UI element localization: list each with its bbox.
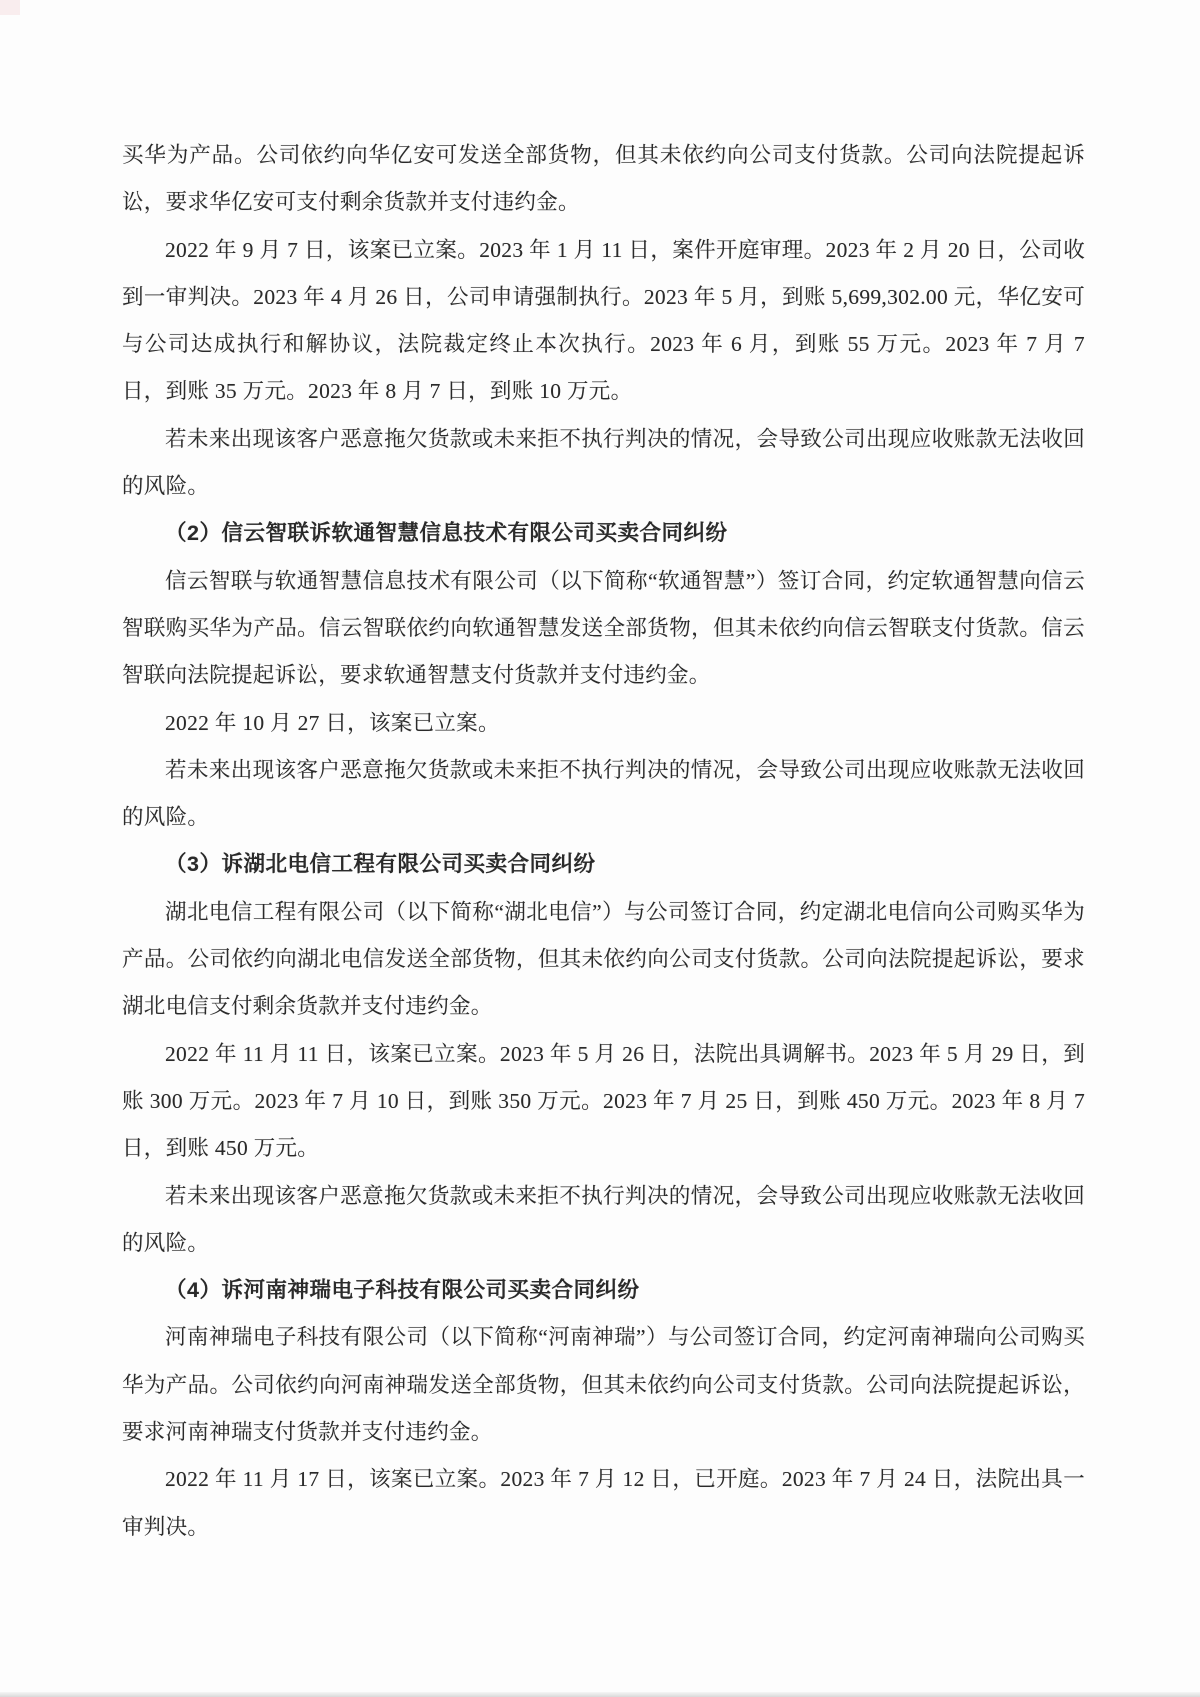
case-3-heading: （3）诉湖北电信工程有限公司买卖合同纠纷: [165, 852, 596, 877]
case-1-risk-note: 若未来出现该客户恶意拖欠货款或未来拒不执行判决的情况，会导致公司出现应收账款无法收回的风险。: [122, 426, 1085, 499]
case-2-risk-note: 若未来出现该客户恶意拖欠货款或未来拒不执行判决的情况，会导致公司出现应收账款无法收回的风险。: [122, 757, 1085, 830]
case-3-facts: 湖北电信工程有限公司（以下简称“湖北电信”）与公司签订合同，约定湖北电信向公司购买华为产品。公司依约向湖北电信发送全部货物，但其未依约向公司支付货款。公司向法院提起诉讼，要求湖北电信支付剩余货款并支付违约金。: [122, 899, 1085, 1019]
scan-artifact: [0, 0, 20, 15]
case-2-heading: （2）信云智联诉软通智慧信息技术有限公司买卖合同纠纷: [165, 521, 728, 546]
case-4-timeline: 2022 年 11 月 17 日，该案已立案。2023 年 7 月 12 日，已开庭。2023 年 7 月 24 日，法院出具一审判决。: [122, 1467, 1085, 1539]
case-1-timeline: 2022 年 9 月 7 日，该案已立案。2023 年 1 月 11 日，案件开庭审理。2023 年 2 月 20 日，公司收到一审判决。2023 年 4 月 26 日，公司申请强制执行。2023 年 5 月，到账 5,699,302.00 元，华亿安可与公司达成执行和解协议，法院裁定终止本次执行。2023 年 6 月，到账 55 万元。2023 年 7 月 7 日，到账 35 万元。2023 年 8 月 7 日，到账 10 万元。: [122, 237, 1085, 404]
case-4-facts: 河南神瑞电子科技有限公司（以下简称“河南神瑞”）与公司签订合同，约定河南神瑞向公司购买华为产品。公司依约向河南神瑞发送全部货物，但其未依约向公司支付货款。公司向法院提起诉讼，要求河南神瑞支付货款并支付违约金。: [122, 1325, 1085, 1445]
case-1-facts-continued: 买华为产品。公司依约向华亿安可发送全部货物，但其未依约向公司支付货款。公司向法院提起诉讼，要求华亿安可支付剩余货款并支付违约金。: [122, 143, 1085, 215]
case-3-risk-note: 若未来出现该客户恶意拖欠货款或未来拒不执行判决的情况，会导致公司出现应收账款无法收回的风险。: [122, 1183, 1085, 1255]
case-4-heading: （4）诉河南神瑞电子科技有限公司买卖合同纠纷: [165, 1278, 640, 1303]
page-bottom-scan-edge: [0, 1692, 1200, 1697]
case-2-timeline: 2022 年 10 月 27 日，该案已立案。: [165, 710, 500, 735]
case-2-facts: 信云智联与软通智慧信息技术有限公司（以下简称“软通智慧”）签订合同，约定软通智慧向信云智联购买华为产品。信云智联依约向软通智慧发送全部货物，但其未依约向信云智联支付货款。信云智联向法院提起诉讼，要求软通智慧支付货款并支付违约金。: [122, 568, 1085, 688]
document-text-column: [122, 132, 1085, 1551]
case-3-timeline: 2022 年 11 月 11 日，该案已立案。2023 年 5 月 26 日，法院出具调解书。2023 年 5 月 29 日，到账 300 万元。2023 年 7 月 10 日，到账 350 万元。2023 年 7 月 25 日，到账 450 万元。2023 年 8 月 7 日，到账 450 万元。: [122, 1041, 1085, 1161]
